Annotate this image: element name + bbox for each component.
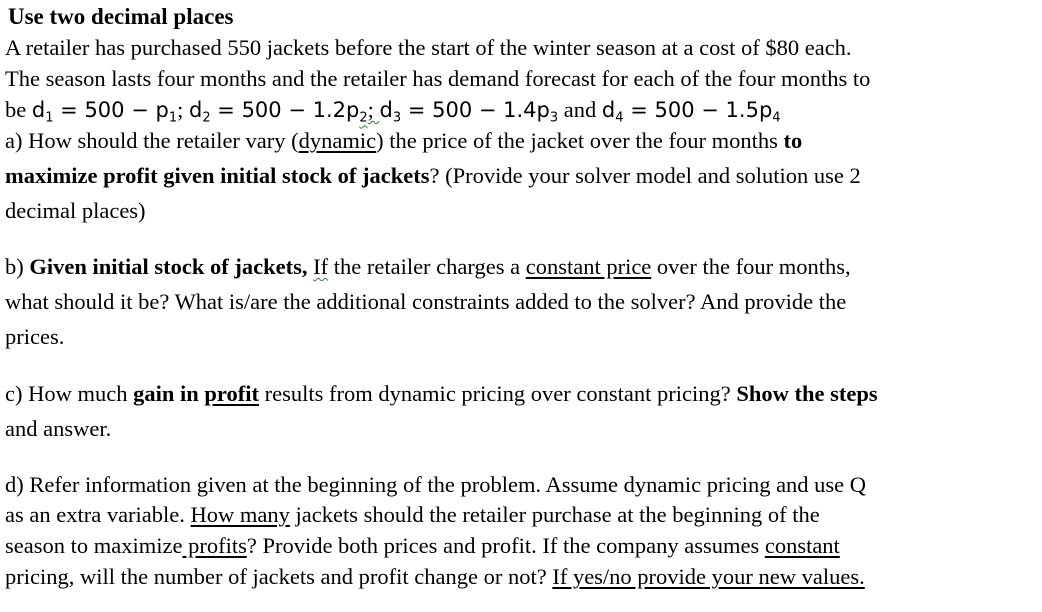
part-a-line-1: a) How should the retailer vary (dynamic) the price of the jacket over the four months to bbox=[5, 128, 803, 153]
be-word: be bbox=[5, 97, 32, 122]
part-d-line-1: d) Refer information given at the beginning of the problem. Assume dynamic pricing and use Q bbox=[5, 472, 867, 497]
document-title bbox=[8, 4, 234, 30]
part-c-line-2: and answer. bbox=[5, 416, 112, 441]
if-yes-no-underlined: If yes/no provide your new values. bbox=[552, 564, 865, 589]
demand-equations: be $d_1 = 500 - p_1$; $d_2 = 500 - 1.2p_2$; $d_3 = 500 - 1.4p_3$ and $d_4 = 500 - 1.5p_4$ bbox=[5, 97, 781, 126]
part-b-line-3: prices. bbox=[5, 324, 65, 349]
demand-formula-2: $d_2 = 500 - 1.2p_2$ bbox=[189, 98, 368, 126]
demand-formula-1: $d_1 = 500 - p_1$ bbox=[31, 98, 178, 126]
part-a-line-2: maximize profit given initial stock of jackets? (Provide your solver model and solution use 2 bbox=[5, 163, 861, 188]
part-b-line-2: what should it be? What is/are the additional constraints added to the solver? And provide the bbox=[5, 289, 847, 314]
part-b-line-1: b) Given initial stock of jackets, If the retailer charges a constant price over the four months, bbox=[5, 254, 851, 279]
if-spellcheck-word: If bbox=[313, 254, 329, 279]
part-d-line-4: pricing, will the number of jackets and profit change or not? If yes/no provide your new values. bbox=[5, 564, 865, 589]
part-d-line-2: as an extra variable. How many jackets should the retailer purchase at the beginning of the bbox=[5, 502, 820, 527]
demand-formula-3: $d_3 = 500 - 1.4p_3$ bbox=[379, 98, 559, 126]
part-c-line-1: c) How much gain in profit results from dynamic pricing over constant pricing? Show the steps bbox=[5, 381, 878, 406]
constant-underlined: constant bbox=[764, 533, 840, 558]
dynamic-underlined: dynamic bbox=[298, 128, 377, 153]
intro-line-2: The season lasts four months and the retailer has demand forecast for each of the four months to bbox=[5, 66, 871, 91]
part-a-line-3: decimal places) bbox=[5, 198, 146, 223]
demand-formula-4: $d_4 = 500 - 1.5p_4$ bbox=[601, 98, 781, 126]
constant-price-underlined: constant price bbox=[525, 254, 652, 279]
intro-line-1: A retailer has purchased 550 jackets before the start of the winter season at a cost of $80 each. bbox=[5, 35, 852, 60]
how-many-underlined: How many bbox=[190, 502, 290, 527]
title-text: Use two decimal places bbox=[8, 4, 234, 29]
spell-check-mark: ; bbox=[367, 97, 380, 122]
part-d-line-3: season to maximize profits? Provide both prices and profit. If the company assumes constant bbox=[5, 533, 840, 558]
profit-underlined: profit bbox=[204, 381, 259, 406]
profits-underlined: profits bbox=[182, 533, 247, 558]
